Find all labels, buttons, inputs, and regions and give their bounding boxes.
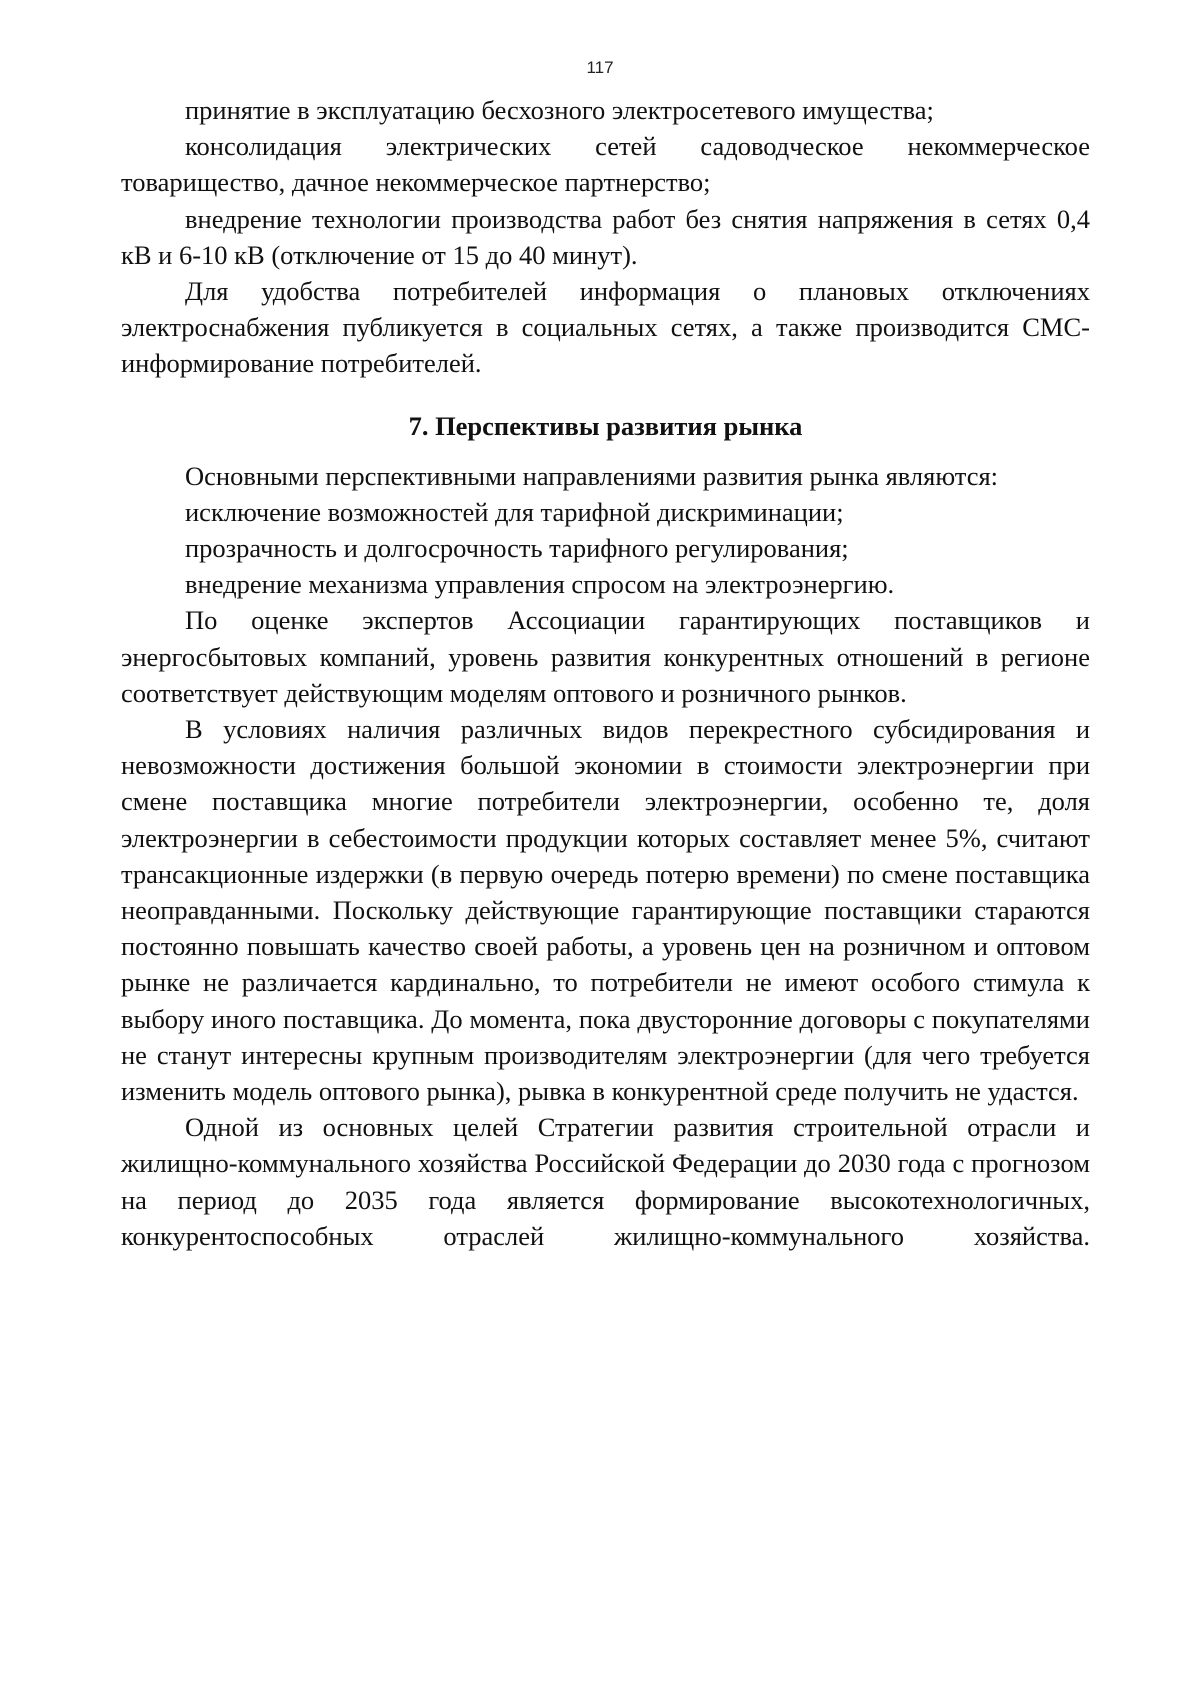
paragraph-sms-informing: Для удобства потребителей информация о плановых отключениях электроснабжения публикуется в социальных сетях, а также производится СМС-информирование потребителей. (121, 276, 1090, 379)
paragraph-tariff-transparency: прозрачность и долгосрочность тарифного регулирования; (185, 533, 849, 564)
paragraph-expert-assessment: По оценке экспертов Ассоциации гарантирующих поставщиков и энергосбытовых компаний, уровень развития конкурентных отношений в регионе соответствует действующим моделям оптового и розничного рынков. (121, 605, 1090, 708)
paragraph-tariff-discrimination: исключение возможностей для тарифной дискриминации; (185, 496, 844, 527)
paragraph-live-work-technology: внедрение технологии производства работ без снятия напряжения в сетях 0,4 кВ и 6-10 кВ (отключение от 15 до 40 минут). (121, 203, 1090, 270)
paragraph-main-directions: Основными перспективными направлениями развития рынка являются: (185, 460, 999, 491)
paragraph-consolidation: консолидация электрических сетей садоводческое некоммерческое товарищество, дачное некоммерческое партнерство; (121, 131, 1090, 198)
paragraph-cross-subsidization: В условиях наличия различных видов перекрестного субсидирования и невозможности достижения большой экономии в стоимости электроэнергии при смене поставщика многие потребители электроэнергии, особенно те, доля электроэнергии в себестоимости продукции которых составляет менее 5%, считают трансакционные издержки (в первую очередь потерю времени) по смене поставщика неоправданными. Поскольку действующие гарантирующие поставщики стараются постоянно повышать качество своей работы, а уровень цен на розничном и оптовом рынке не различается кардинально, то потребители не имеют особого стимула к выбору иного поставщика. До момента, пока двусторонние договоры с покупателями не станут интересны крупным производителям электроэнергии (для чего требуется изменить модель оптового рынка), рывка в конкурентной среде получить не удастся. (121, 714, 1090, 1107)
page-number: 117 (586, 58, 614, 77)
paragraph-acceptance: принятие в эксплуатацию бесхозного электросетевого имущества; (185, 95, 934, 125)
paragraph-strategy-goals: Одной из основных целей Стратегии развития строительной отрасли и жилищно-коммунального хозяйства Российской Федерации до 2030 года с прогнозом на период до 2035 года является формирование высокотехнологичных, конкурентоспособных отраслей жилищно-коммунального хозяйства. (121, 1112, 1090, 1251)
document-body (121, 92, 1090, 1254)
paragraph-demand-management: внедрение механизма управления спросом на электроэнергию. (185, 569, 895, 600)
section-heading: 7. Перспективы развития рынка (408, 410, 803, 441)
